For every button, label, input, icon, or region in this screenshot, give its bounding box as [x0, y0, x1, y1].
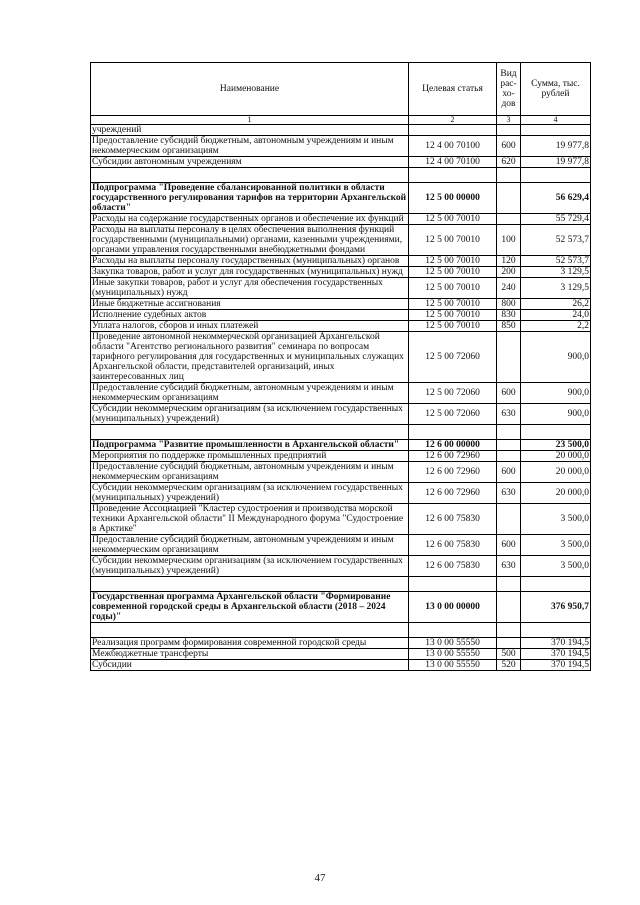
cell-expense-type: 200	[497, 267, 521, 278]
cell-expense-type	[497, 638, 521, 649]
cell-target-article: 12 5 00 72060	[409, 404, 497, 425]
cell-target-article: 12 6 00 75830	[409, 556, 497, 577]
cell-expense-type: 830	[497, 310, 521, 321]
cell-sum: 20 000,0	[521, 462, 591, 483]
cell-name: Расходы на выплаты персоналу в целях обеспечения выполнения функций государственными (муниципальными) органами, казенными учреждениями, органами управления государственными внебюджетными фондами	[91, 225, 409, 256]
empty-cell	[409, 623, 497, 638]
cell-sum: 3 500,0	[521, 556, 591, 577]
cell-expense-type	[497, 440, 521, 451]
empty-cell	[521, 168, 591, 183]
header-expense-type: Вид рас-хо-дов	[497, 63, 521, 116]
empty-cell	[497, 425, 521, 440]
table-row	[91, 504, 591, 535]
cell-name: Проведение автономной некоммерческой организацией Архангельской области "Агентство регионального развития" семинара по вопросам тарифного регулирования для государственных и муниципальных служащих Архангельской области, представителей организаций, иных заинтересованных лиц	[91, 332, 409, 383]
cell-expense-type	[497, 504, 521, 535]
table-row	[91, 660, 591, 671]
table-row	[91, 157, 591, 168]
table-row	[91, 299, 591, 310]
table-row	[91, 332, 591, 383]
cell-name: Закупка товаров, работ и услуг для государственных (муниципальных) нужд	[91, 267, 409, 278]
cell-sum: 24,0	[521, 310, 591, 321]
cell-target-article: 12 6 00 75830	[409, 504, 497, 535]
cell-name: Иные закупки товаров, работ и услуг для обеспечения государственных (муниципальных) нужд	[91, 278, 409, 299]
cell-target-article: 12 5 00 70010	[409, 225, 497, 256]
cell-name: Предоставление субсидий бюджетным, автономным учреждениям и иным некоммерческим организациям	[91, 535, 409, 556]
cell-name: Подпрограмма "Проведение сбалансированной политики в области государственного регулирования тарифов на территории Архангельской области"	[91, 183, 409, 214]
cell-target-article: 12 6 00 75830	[409, 535, 497, 556]
empty-cell	[91, 425, 409, 440]
empty-cell	[409, 425, 497, 440]
empty-cell	[91, 623, 409, 638]
cell-expense-type: 500	[497, 649, 521, 660]
cell-target-article: 12 6 00 00000	[409, 440, 497, 451]
cell-sum: 370 194,5	[521, 660, 591, 671]
cell-sum	[521, 125, 591, 136]
cell-expense-type: 620	[497, 157, 521, 168]
cell-expense-type	[497, 183, 521, 214]
cell-sum: 26,2	[521, 299, 591, 310]
empty-cell	[497, 577, 521, 592]
cell-name: Субсидии некоммерческим организациям (за исключением государственных (муниципальных) учреждений)	[91, 404, 409, 425]
cell-target-article: 12 5 00 70010	[409, 214, 497, 225]
cell-sum: 55 729,4	[521, 214, 591, 225]
spacer-row	[91, 577, 591, 592]
cell-expense-type: 850	[497, 321, 521, 332]
cell-name: Межбюджетные трансферты	[91, 649, 409, 660]
cell-name: Субсидии	[91, 660, 409, 671]
cell-name: Предоставление субсидий бюджетным, автономным учреждениям и иным некоммерческим организациям	[91, 383, 409, 404]
cell-sum: 3 500,0	[521, 535, 591, 556]
cell-sum: 900,0	[521, 404, 591, 425]
cell-expense-type: 600	[497, 383, 521, 404]
cell-target-article: 12 5 00 70010	[409, 310, 497, 321]
cell-name: Расходы на выплаты персоналу государственных (муниципальных) органов	[91, 256, 409, 267]
cell-sum: 19 977,8	[521, 157, 591, 168]
cell-sum: 20 000,0	[521, 483, 591, 504]
cell-target-article: 12 6 00 72960	[409, 451, 497, 462]
cell-expense-type: 120	[497, 256, 521, 267]
empty-cell	[521, 577, 591, 592]
cell-name: учреждений	[91, 125, 409, 136]
table-row	[91, 225, 591, 256]
cell-target-article	[409, 125, 497, 136]
cell-name: Реализация программ формирования современной городской среды	[91, 638, 409, 649]
cell-name: Предоставление субсидий бюджетным, автономным учреждениям и иным некоммерческим организациям	[91, 462, 409, 483]
empty-cell	[91, 168, 409, 183]
empty-cell	[521, 425, 591, 440]
cell-expense-type: 600	[497, 136, 521, 157]
cell-sum: 370 194,5	[521, 638, 591, 649]
cell-expense-type: 240	[497, 278, 521, 299]
cell-target-article: 12 6 00 72960	[409, 483, 497, 504]
cell-sum: 2,2	[521, 321, 591, 332]
cell-sum: 23 500,0	[521, 440, 591, 451]
cell-name: Проведение Ассоциацией "Кластер судостроения и производства морской техники Архангельской области" II Международного форума "Судостроение в Арктике"	[91, 504, 409, 535]
cell-target-article: 13 0 00 55550	[409, 649, 497, 660]
cell-target-article: 13 0 00 00000	[409, 592, 497, 623]
cell-sum: 376 950,7	[521, 592, 591, 623]
cell-expense-type: 600	[497, 462, 521, 483]
cell-sum: 19 977,8	[521, 136, 591, 157]
cell-sum: 900,0	[521, 383, 591, 404]
cell-name: Субсидии автономным учреждениям	[91, 157, 409, 168]
table-row	[91, 310, 591, 321]
cell-expense-type: 600	[497, 535, 521, 556]
cell-name: Уплата налогов, сборов и иных платежей	[91, 321, 409, 332]
cell-target-article: 12 5 00 72060	[409, 383, 497, 404]
table-row	[91, 278, 591, 299]
cell-expense-type	[497, 125, 521, 136]
cell-expense-type: 520	[497, 660, 521, 671]
cell-target-article: 12 5 00 00000	[409, 183, 497, 214]
cell-sum: 52 573,7	[521, 225, 591, 256]
cell-expense-type	[497, 451, 521, 462]
spacer-row	[91, 623, 591, 638]
cell-target-article: 13 0 00 55550	[409, 660, 497, 671]
cell-name: Государственная программа Архангельской области "Формирование современной городской среды в Архангельской области (2018 – 2024 годы)"	[91, 592, 409, 623]
empty-cell	[409, 168, 497, 183]
cell-name: Исполнение судебных актов	[91, 310, 409, 321]
header-name: Наименование	[91, 63, 409, 116]
cell-expense-type: 100	[497, 225, 521, 256]
table-row	[91, 483, 591, 504]
table-row	[91, 535, 591, 556]
cell-target-article: 13 0 00 55550	[409, 638, 497, 649]
cell-target-article: 12 5 00 70010	[409, 256, 497, 267]
cell-expense-type	[497, 332, 521, 383]
cell-target-article: 12 5 00 70010	[409, 278, 497, 299]
program-row	[91, 440, 591, 451]
column-number: 1	[91, 116, 409, 125]
table-row	[91, 125, 591, 136]
table-row	[91, 451, 591, 462]
table-body	[91, 125, 591, 671]
table-row	[91, 462, 591, 483]
cell-target-article: 12 5 00 70010	[409, 321, 497, 332]
cell-expense-type: 630	[497, 483, 521, 504]
empty-cell	[497, 168, 521, 183]
cell-sum: 3 500,0	[521, 504, 591, 535]
cell-sum: 56 629,4	[521, 183, 591, 214]
table-row	[91, 649, 591, 660]
table-row	[91, 214, 591, 225]
cell-target-article: 12 5 00 72060	[409, 332, 497, 383]
program-row	[91, 592, 591, 623]
cell-target-article: 12 5 00 70010	[409, 299, 497, 310]
header-target-article: Целевая статья	[409, 63, 497, 116]
table-row	[91, 321, 591, 332]
cell-name: Иные бюджетные ассигнования	[91, 299, 409, 310]
spacer-row	[91, 425, 591, 440]
cell-expense-type	[497, 214, 521, 225]
page-number: 47	[314, 872, 326, 884]
cell-name: Подпрограмма "Развитие промышленности в Архангельской области"	[91, 440, 409, 451]
table-row	[91, 404, 591, 425]
cell-expense-type: 800	[497, 299, 521, 310]
cell-target-article: 12 4 00 70100	[409, 136, 497, 157]
table-row	[91, 256, 591, 267]
table-row	[91, 267, 591, 278]
program-row	[91, 183, 591, 214]
cell-name: Субсидии некоммерческим организациям (за исключением государственных (муниципальных) учреждений)	[91, 556, 409, 577]
column-number: 3	[497, 116, 521, 125]
cell-sum: 52 573,7	[521, 256, 591, 267]
cell-target-article: 12 4 00 70100	[409, 157, 497, 168]
cell-expense-type: 630	[497, 556, 521, 577]
table-row	[91, 556, 591, 577]
header-sum: Сумма, тыс. рублей	[521, 63, 591, 116]
empty-cell	[497, 623, 521, 638]
budget-table	[90, 62, 591, 671]
table-row	[91, 638, 591, 649]
cell-expense-type: 630	[497, 404, 521, 425]
cell-target-article: 12 6 00 72960	[409, 462, 497, 483]
table-row	[91, 383, 591, 404]
cell-name: Предоставление субсидий бюджетным, автономным учреждениям и иным некоммерческим организациям	[91, 136, 409, 157]
cell-sum: 3 129,5	[521, 267, 591, 278]
cell-sum: 370 194,5	[521, 649, 591, 660]
cell-name: Расходы на содержание государственных органов и обеспечение их функций	[91, 214, 409, 225]
cell-sum: 900,0	[521, 332, 591, 383]
spacer-row	[91, 168, 591, 183]
cell-expense-type	[497, 592, 521, 623]
cell-sum: 3 129,5	[521, 278, 591, 299]
empty-cell	[521, 623, 591, 638]
cell-sum: 20 000,0	[521, 451, 591, 462]
cell-name: Субсидии некоммерческим организациям (за исключением государственных (муниципальных) учреждений)	[91, 483, 409, 504]
cell-target-article: 12 5 00 70010	[409, 267, 497, 278]
table-row	[91, 136, 591, 157]
empty-cell	[409, 577, 497, 592]
cell-name: Мероприятия по поддержке промышленных предприятий	[91, 451, 409, 462]
column-number: 4	[521, 116, 591, 125]
column-number: 2	[409, 116, 497, 125]
empty-cell	[91, 577, 409, 592]
